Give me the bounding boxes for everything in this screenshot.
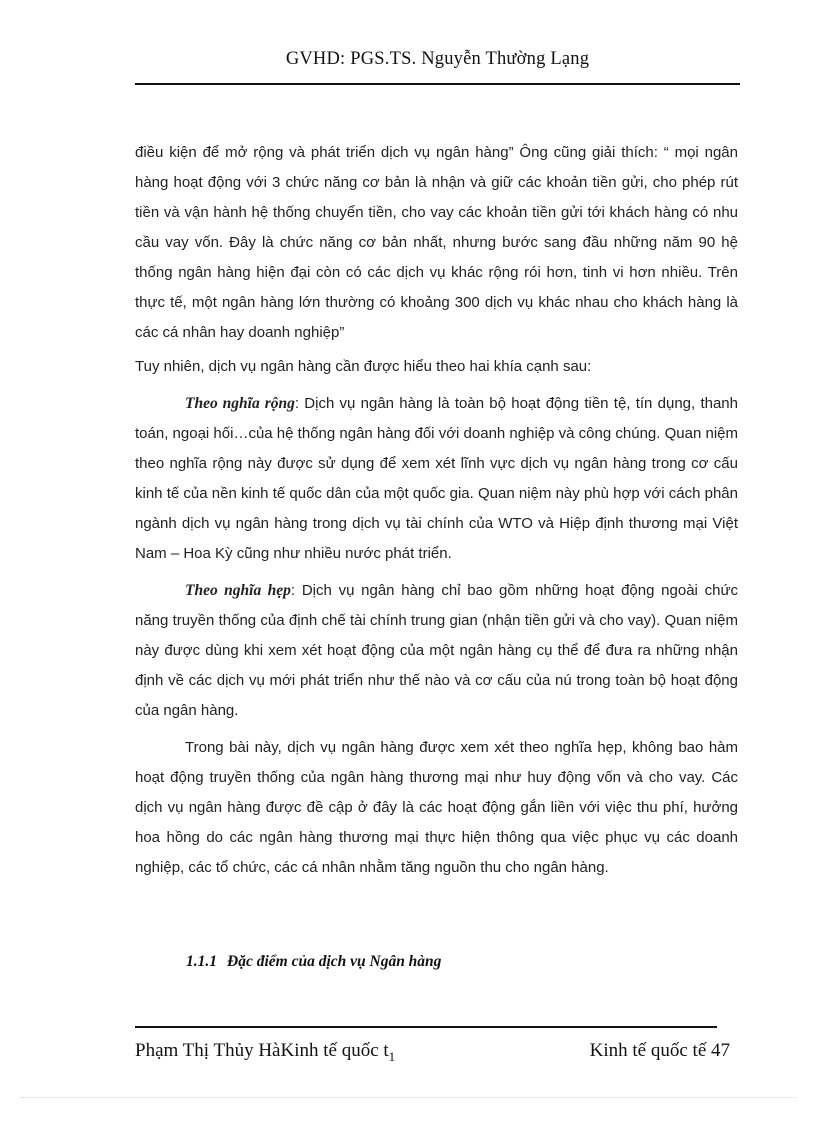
- paragraph-intro: Tuy nhiên, dịch vụ ngân hàng cần được hiểu theo hai khía cạnh sau:: [135, 358, 592, 375]
- broad-sense-text: : Dịch vụ ngân hàng là toàn bộ hoạt động tiền tệ, tín dụng, thanh toán, ngoại hối…của hệ thống ngân hàng đối với doanh nghiệp và công chúng. Quan niệm theo nghĩa rộng này được sử dụng để xem xét lĩnh vực dịch vụ ngân hàng trong cơ cấu kinh tế của nền kinh tế quốc dân của một quốc gia. Quan niệm này phù hợp với cách phân ngành dịch vụ ngân hàng trong dịch vụ tài chính của WTO và Hiệp định thương mại Việt Nam – Hoa Kỳ cũng như nhiều nước phát triển.: [135, 395, 738, 562]
- paragraph-narrow-sense: [135, 576, 738, 726]
- page-bottom-dotted-line: [20, 1097, 796, 1098]
- section-number: 1.1.1: [186, 953, 217, 970]
- section-heading: [186, 953, 441, 971]
- header-rule: [135, 83, 740, 85]
- paragraph-scope: Trong bài này, dịch vụ ngân hàng được xem xét theo nghĩa hẹp, không bao hàm hoạt động truyền thống của ngân hàng thương mại như huy động vốn và cho vay. Các dịch vụ ngân hàng được đề cập ở đây là các hoạt động gắn liền với việc thu phí, hưởng hoa hồng do các ngân hàng thương mại thực hiện thông qua việc phục vụ các doanh nghiệp, các tổ chức, các cá nhân nhằm tăng nguồn thu cho ngân hàng.: [135, 739, 738, 876]
- footer-author: [135, 1040, 395, 1065]
- footer-page-label: Kinh tế quốc tế 47: [589, 1040, 730, 1061]
- footer-author-text: Phạm Thị Thủy HàKinh tế quốc t: [135, 1040, 389, 1061]
- document-body: [135, 138, 738, 887]
- term-broad-sense: Theo nghĩa rộng: [185, 395, 295, 412]
- paragraph-quote: điều kiện để mở rộng và phát triển dịch vụ ngân hàng” Ông cũng giải thích: “ mọi ngân hàng hoạt động với 3 chức năng cơ bản là nhận và giữ các khoản tiền gửi, cho phép rút tiền và vận hành hệ thống chuyển tiền, cho vay các khoản tiền gửi tới khách hàng có nhu cầu vay vốn. Đây là chức năng cơ bản nhất, nhưng bước sang đầu những năm 90 hệ thống ngân hàng hiện đại còn có các dịch vụ khác rộng rói hơn, tinh vi hơn nhiều. Trên thực tế, một ngân hàng lớn thường có khoảng 300 dịch vụ khác nhau cho khách hàng là các cá nhân hay doanh nghiệp”: [135, 144, 738, 341]
- paragraph-broad-sense: [135, 389, 738, 569]
- narrow-sense-text: : Dịch vụ ngân hàng chỉ bao gồm những hoạt động ngoài chức năng truyền thống của định chế tài chính trung gian (nhận tiền gửi và cho vay). Quan niệm này được dùng khi xem xét hoạt động của một ngân hàng cụ thể để đưa ra những nhận định về các dịch vụ mới phát triển như thế nào và cơ cấu của nú trong toàn bộ hoạt động của ngân hàng.: [135, 582, 738, 719]
- section-title: Đặc điểm của dịch vụ Ngân hàng: [227, 953, 442, 970]
- page-header: GVHD: PGS.TS. Nguyễn Thường Lạng: [285, 49, 590, 69]
- footer-rule: [135, 1026, 717, 1028]
- term-narrow-sense: Theo nghĩa hẹp: [185, 582, 291, 599]
- footer-author-subscript: 1: [388, 1048, 396, 1064]
